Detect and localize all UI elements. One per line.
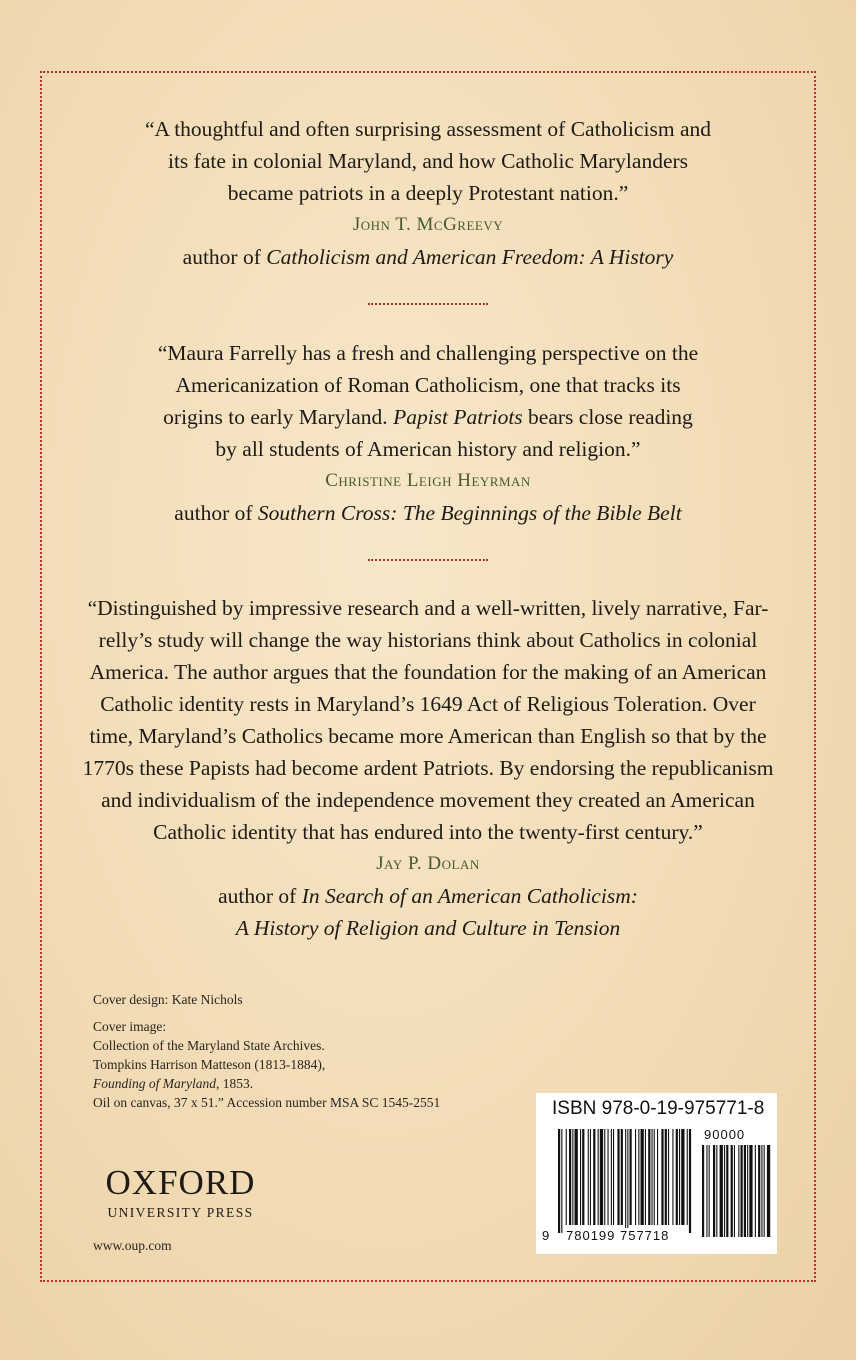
barcode-bar — [625, 1129, 626, 1233]
barcode-bar — [687, 1129, 688, 1225]
addon-bar — [767, 1145, 770, 1237]
quote-line: time, Maryland’s Catholics became more American than English so that by the — [89, 724, 767, 748]
barcode-bar — [672, 1129, 673, 1225]
barcode-bar — [590, 1129, 591, 1225]
isbn-barcode-panel — [536, 1093, 777, 1254]
publisher-website: www.oup.com — [93, 1238, 172, 1253]
quote-line: became patriots in a deeply Protestant nation.” — [227, 181, 629, 205]
barcode-bar — [600, 1129, 603, 1225]
author-of-prefix: author of — [182, 245, 267, 269]
barcode-bar — [566, 1129, 567, 1225]
quote-author-credit — [0, 880, 856, 912]
quote-author-credit-cont — [0, 912, 856, 944]
barcode-digits: 780199 757718 — [566, 1228, 670, 1243]
book-title: Southern Cross: The Beginnings of the Bible Belt — [257, 501, 682, 525]
addon-bar — [726, 1145, 728, 1237]
barcode-bar — [648, 1129, 650, 1225]
barcode-bar — [635, 1129, 636, 1225]
quote-line: its fate in colonial Maryland, and how Catholic Marylanders — [167, 149, 689, 173]
addon-bar — [709, 1145, 710, 1237]
addon-bar — [761, 1145, 762, 1237]
addon-bar — [741, 1145, 743, 1237]
addon-bar — [702, 1145, 704, 1237]
dotted-divider — [368, 559, 488, 561]
quote-line: relly’s study will change the way historians think about Catholics in colonial — [98, 628, 758, 652]
quote-line: Catholic identity that has endured into the twenty-first century.” — [153, 820, 703, 844]
addon-bar — [716, 1145, 717, 1237]
barcode-bar — [689, 1129, 691, 1233]
quote-block-2 — [0, 337, 856, 529]
painting-year: , 1853. — [216, 1076, 254, 1091]
quote-author-name: John T. McGreevy — [352, 214, 504, 235]
quote-line: “Distinguished by impressive research and a well-written, lively narrative, Far- — [87, 596, 769, 620]
barcode-bar — [627, 1129, 628, 1233]
barcode-bar — [575, 1129, 578, 1225]
barcode-lead-digit: 9 — [542, 1228, 551, 1243]
addon-bar — [764, 1145, 765, 1237]
publisher-name: OXFORD — [105, 1163, 256, 1202]
cover-design-credit: Cover design: Kate Nichols — [93, 992, 243, 1007]
barcode-bar — [665, 1129, 667, 1225]
addon-bar — [706, 1145, 707, 1237]
barcode-bar — [569, 1129, 571, 1225]
barcode-bar — [679, 1129, 680, 1225]
quote-author-name: Christine Leigh Heyrman — [325, 470, 531, 491]
barcode-bar — [657, 1129, 658, 1225]
author-of-prefix: author of — [218, 884, 302, 908]
barcode-bar — [661, 1129, 663, 1225]
quote-line: 1770s these Papists had become ardent Patriots. By endorsing the republicanism — [82, 756, 774, 780]
book-title-inline: Papist Patriots — [393, 405, 523, 429]
barcode-bar — [604, 1129, 605, 1225]
cover-image-label: Cover image: — [93, 1019, 167, 1034]
book-title-cont: A History of Religion and Culture in Tension — [235, 916, 621, 940]
addon-bar — [749, 1145, 752, 1237]
cover-image-title-line — [93, 1074, 440, 1093]
addon-bar — [747, 1145, 748, 1237]
quote-line: by all students of American history and religion.” — [215, 437, 641, 461]
addon-bar — [720, 1145, 723, 1237]
barcode-bar — [621, 1129, 623, 1225]
addon-bar — [713, 1145, 715, 1237]
quote-fragment: bears close reading — [522, 405, 693, 429]
quote-block-3 — [0, 592, 856, 944]
publisher-logo — [93, 1165, 268, 1222]
addon-bar — [744, 1145, 746, 1237]
quote-line: Americanization of Roman Catholicism, one that tracks its — [175, 373, 681, 397]
barcode-bar — [630, 1129, 632, 1225]
quote-author-name: Jay P. Dolan — [376, 853, 480, 874]
author-of-prefix: author of — [174, 501, 258, 525]
addon-bar — [755, 1145, 756, 1237]
addon-bar — [724, 1145, 725, 1237]
barcode-bar — [668, 1129, 669, 1225]
barcode-bar — [654, 1129, 655, 1225]
quote-fragment: origins to early Maryland. — [163, 405, 388, 429]
barcode-bar — [617, 1129, 619, 1225]
quote-line — [0, 401, 856, 433]
quote-line: “Maura Farrelly has a fresh and challenging perspective on the — [157, 341, 699, 365]
quote-line: “A thoughtful and often surprising assessment of Catholicism and — [144, 117, 712, 141]
barcode-bar — [613, 1129, 614, 1225]
barcode-bar — [645, 1129, 646, 1225]
barcode-bar — [572, 1129, 573, 1225]
barcode-bar — [652, 1129, 653, 1225]
barcode-bar — [598, 1129, 599, 1225]
dotted-divider — [368, 303, 488, 305]
barcode-bar — [580, 1129, 581, 1225]
publisher-subname: UNIVERSITY PRESS — [107, 1205, 254, 1220]
cover-image-artist: Tompkins Harrison Matteson (1813-1884), — [93, 1057, 326, 1072]
barcode-bar — [676, 1129, 678, 1225]
addon-bar — [758, 1145, 760, 1237]
book-title: Catholicism and American Freedom: A History — [266, 245, 674, 269]
barcode-bar — [558, 1129, 560, 1233]
barcode-bar — [641, 1129, 644, 1225]
cover-image-collection: Collection of the Maryland State Archives. — [93, 1038, 325, 1053]
barcode-bar — [611, 1129, 612, 1225]
barcode-bar — [582, 1129, 584, 1225]
cover-image-medium: Oil on canvas, 37 x 51.” Accession number MSA SC 1545-2551 — [93, 1095, 441, 1110]
addon-bar — [731, 1145, 733, 1237]
book-title: In Search of an American Catholicism: — [301, 884, 638, 908]
cover-credits — [93, 990, 440, 1112]
quote-author-credit — [0, 497, 856, 529]
barcode-bar — [681, 1129, 684, 1225]
quote-line: America. The author argues that the foundation for the making of an American — [89, 660, 767, 684]
price-code: 90000 — [704, 1127, 746, 1142]
quote-line: and individualism of the independence movement they created an American — [101, 788, 755, 812]
barcode-bar — [593, 1129, 595, 1225]
isbn-number: ISBN 978-0-19-975771-8 — [552, 1098, 765, 1119]
quote-block-1 — [0, 113, 856, 273]
addon-bar — [734, 1145, 735, 1237]
quote-author-credit — [0, 241, 856, 273]
barcode-bar — [588, 1129, 589, 1225]
barcode-bar — [638, 1129, 639, 1225]
barcode-bar — [608, 1129, 609, 1225]
addon-bar — [738, 1145, 739, 1237]
painting-title: Founding of Maryland — [93, 1076, 216, 1091]
barcode-bar — [561, 1129, 562, 1233]
quote-line: Catholic identity rests in Maryland’s 1649 Act of Religious Toleration. Over — [100, 692, 756, 716]
